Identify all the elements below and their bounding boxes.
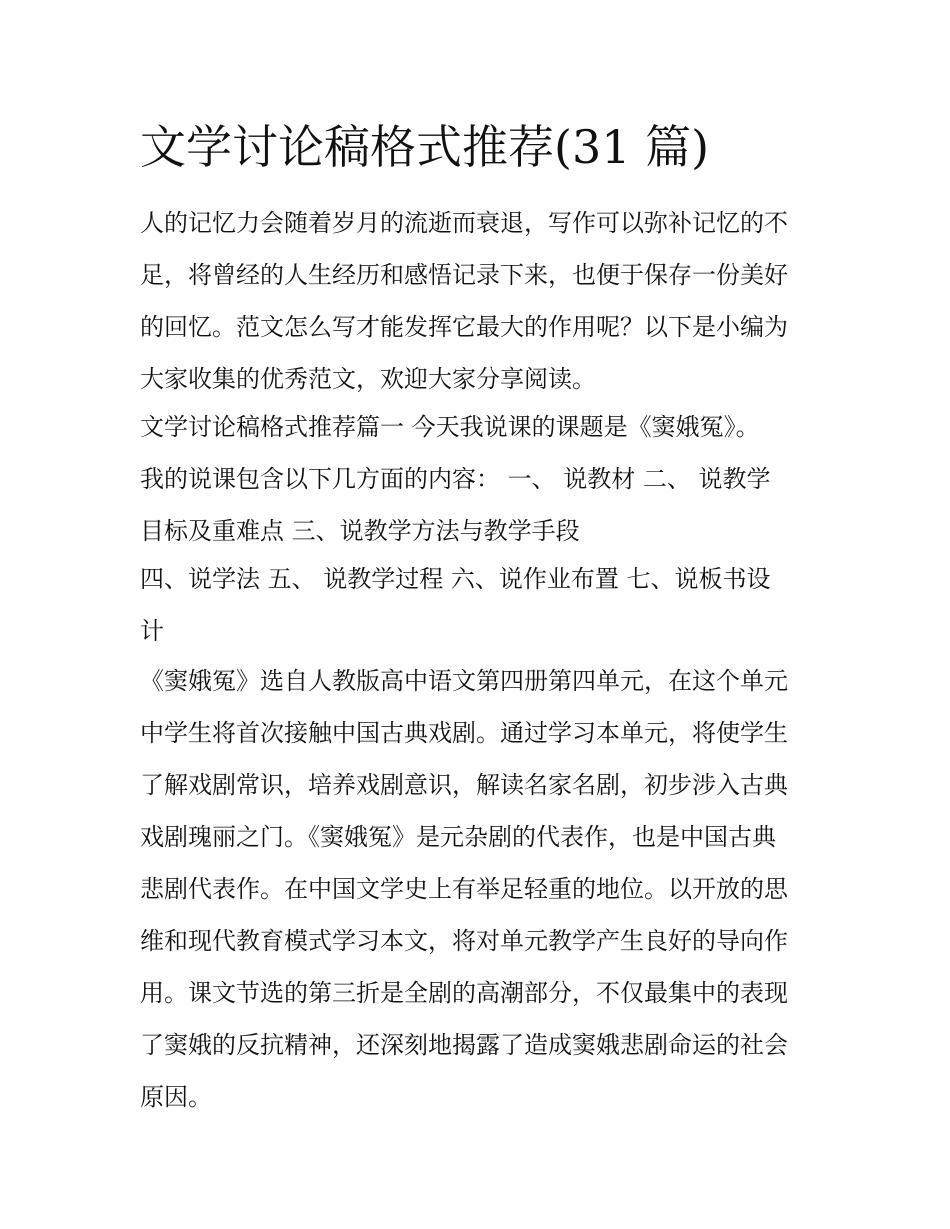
- text-line: 《窦娥冤》选自人教版高中语文第四册第四单元，在这个单元: [140, 667, 788, 695]
- text-line: 戏剧瑰丽之门。《窦娥冤》是元杂剧的代表作，也是中国古典: [140, 823, 776, 851]
- text-line: 的回忆。范文怎么写才能发挥它最大的作用呢？以下是小编为: [140, 313, 788, 341]
- text-line: 计: [140, 617, 164, 645]
- paragraph-intro: [140, 197, 820, 405]
- text-line: 人的记忆力会随着岁月的流逝而衰退，写作可以弥补记忆的不: [140, 209, 788, 237]
- text-line: 大家收集的优秀范文，欢迎大家分享阅读。: [140, 365, 596, 393]
- text-line: 了解戏剧常识，培养戏剧意识，解读名家名剧，初步涉入古典: [140, 771, 788, 799]
- text-line: 目标及重难点 三、说教学方法与教学手段: [140, 517, 580, 545]
- paragraph-textbook: [140, 655, 820, 1123]
- paragraph-outline: [140, 553, 820, 657]
- text-line: 了窦娥的反抗精神，还深刻地揭露了造成窦娥悲剧命运的社会: [140, 1031, 788, 1059]
- text-line: 我的说课包含以下几方面的内容： 一、 说教材 二、 说教学: [140, 465, 771, 493]
- text-line: 原因。: [140, 1083, 212, 1111]
- page-title: 文学讨论稿格式推荐(31 篇): [140, 120, 710, 174]
- text-line: 四、说学法 五、 说教学过程 六、说作业布置 七、说板书设: [140, 565, 771, 593]
- text-line: 足，将曾经的人生经历和感悟记录下来，也便于保存一份美好: [140, 261, 788, 289]
- text-line: 中学生将首次接触中国古典戏剧。通过学习本单元，将使学生: [140, 719, 788, 747]
- paragraph-article-one: [140, 401, 820, 557]
- text-line: 维和现代教育模式学习本文，将对单元教学产生良好的导向作: [140, 927, 788, 955]
- text-line: 用。课文节选的第三折是全剧的高潮部分，不仅最集中的表现: [140, 979, 788, 1007]
- text-line: 悲剧代表作。在中国文学史上有举足轻重的地位。以开放的思: [140, 875, 788, 903]
- text-line: 文学讨论稿格式推荐篇一 今天我说课的课题是《窦娥冤》。: [140, 413, 760, 441]
